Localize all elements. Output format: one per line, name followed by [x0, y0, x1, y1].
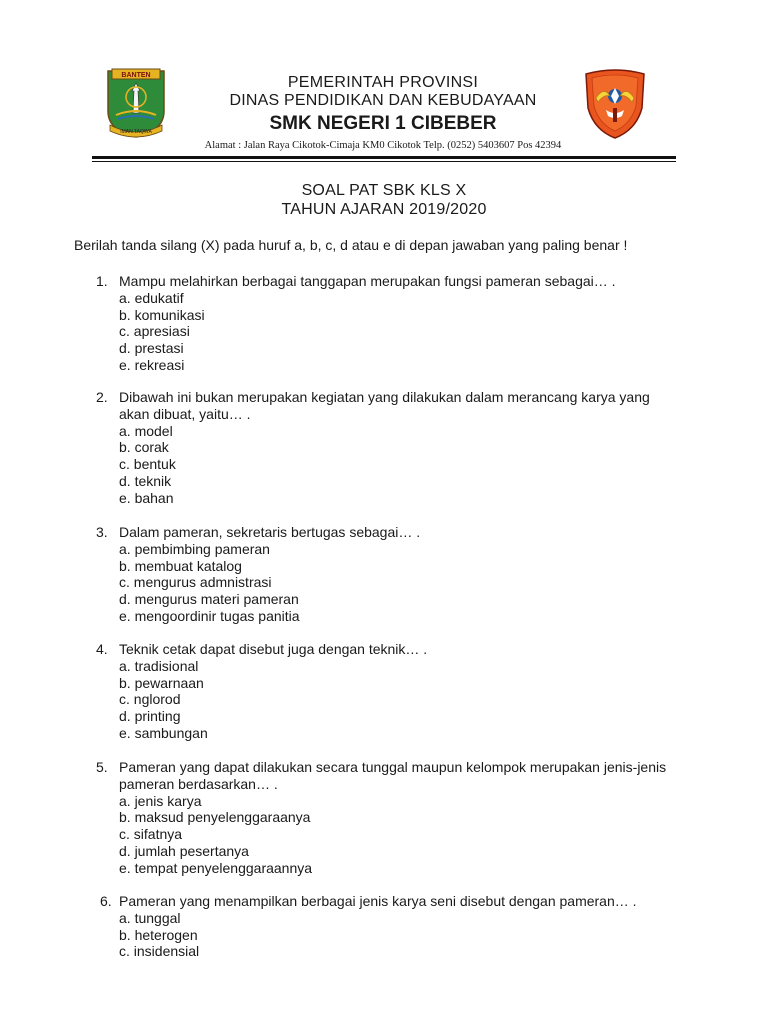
- answer-options: [119, 910, 706, 960]
- option-d[interactable]: d. teknik: [119, 472, 172, 489]
- option-b[interactable]: b. pewarnaan: [119, 674, 204, 691]
- answer-options: [119, 290, 706, 374]
- option-c[interactable]: c. bentuk: [119, 456, 176, 473]
- option-b[interactable]: b. komunikasi: [119, 306, 205, 323]
- option-a[interactable]: a. edukatif: [119, 289, 184, 306]
- option-d[interactable]: d. printing: [119, 708, 181, 725]
- question-number: 2.: [96, 389, 108, 405]
- option-e[interactable]: e. sambungan: [119, 724, 208, 741]
- option-e[interactable]: e. mengoordinir tugas panitia: [119, 607, 300, 624]
- option-e[interactable]: e. tempat penyelenggaraannya: [119, 859, 313, 876]
- answer-options: [119, 423, 674, 507]
- option-b[interactable]: b. corak: [119, 439, 169, 456]
- banten-emblem-logo: [104, 67, 168, 139]
- exam-year: TAHUN AJARAN 2019/2020: [281, 201, 487, 218]
- question-number: 1.: [96, 273, 108, 289]
- svg-text:BANTEN: BANTEN: [121, 72, 151, 79]
- question-5: [96, 759, 694, 877]
- option-d[interactable]: d. prestasi: [119, 340, 184, 357]
- option-a[interactable]: a. tunggal: [119, 909, 181, 926]
- government-line: PEMERINTAH PROVINSI: [287, 74, 479, 91]
- svg-text:IMAN TAQWA: IMAN TAQWA: [120, 129, 152, 135]
- question-4: [96, 641, 706, 742]
- question-text: Dibawah ini bukan merupakan kegiatan yang dilakukan dalam merancang karya yang akan dibuat, yaitu… .: [119, 389, 650, 422]
- school-name: SMK NEGERI 1 CIBEBER: [269, 113, 497, 134]
- question-text: Pameran yang menampilkan berbagai jenis karya seni disebut dengan pameran… .: [119, 893, 637, 909]
- option-c[interactable]: c. apresiasi: [119, 323, 190, 340]
- question-6: [96, 893, 706, 960]
- department-line: DINAS PENDIDIKAN DAN KEBUDAYAAN: [229, 92, 537, 109]
- option-e[interactable]: e. rekreasi: [119, 356, 185, 373]
- letterhead: [170, 74, 596, 152]
- option-e[interactable]: e. bahan: [119, 489, 174, 506]
- school-crest-logo: [584, 68, 646, 140]
- exam-title: SOAL PAT SBK KLS X: [301, 182, 467, 199]
- option-c[interactable]: c. nglorod: [119, 691, 181, 708]
- option-a[interactable]: a. model: [119, 422, 173, 439]
- answer-options: [119, 658, 706, 742]
- question-text: Pameran yang dapat dilakukan secara tunggal maupun kelompok merupakan jenis-jenis pameran berdasarkan… .: [119, 759, 667, 792]
- option-a[interactable]: a. jenis karya: [119, 792, 202, 809]
- question-text: Mampu melahirkan berbagai tanggapan merupakan fungsi pameran sebagai… .: [119, 273, 616, 289]
- option-c[interactable]: c. mengurus admnistrasi: [119, 574, 272, 591]
- question-number: 5.: [96, 759, 108, 775]
- option-d[interactable]: d. mengurus materi pameran: [119, 591, 299, 608]
- school-address: Alamat : Jalan Raya Cikotok-Cimaja KM0 Cikotok Telp. (0252) 5403607 Pos 42394: [204, 140, 562, 151]
- option-b[interactable]: b. heterogen: [119, 926, 198, 943]
- exam-instruction: Berilah tanda silang (X) pada huruf a, b, c, d atau e di depan jawaban yang paling benar !: [74, 237, 628, 253]
- option-b[interactable]: b. maksud penyelenggaraanya: [119, 809, 311, 826]
- answer-options: [119, 541, 706, 625]
- question-number: 6.: [100, 893, 112, 909]
- question-number: 4.: [96, 641, 108, 657]
- option-a[interactable]: a. pembimbing pameran: [119, 540, 270, 557]
- option-c[interactable]: c. insidensial: [119, 943, 200, 960]
- option-d[interactable]: d. jumlah pesertanya: [119, 842, 249, 859]
- header-divider-thin: [92, 161, 676, 162]
- question-2: [96, 389, 674, 507]
- option-c[interactable]: c. sifatnya: [119, 826, 183, 843]
- option-a[interactable]: a. tradisional: [119, 657, 199, 674]
- question-text: Dalam pameran, sekretaris bertugas sebagai… .: [119, 524, 421, 540]
- question-1: [96, 273, 706, 374]
- header-divider-thick: [92, 156, 676, 159]
- question-number: 3.: [96, 524, 108, 540]
- answer-options: [119, 793, 694, 877]
- option-b[interactable]: b. membuat katalog: [119, 557, 242, 574]
- question-3: [96, 524, 706, 625]
- question-text: Teknik cetak dapat disebut juga dengan teknik… .: [119, 641, 428, 657]
